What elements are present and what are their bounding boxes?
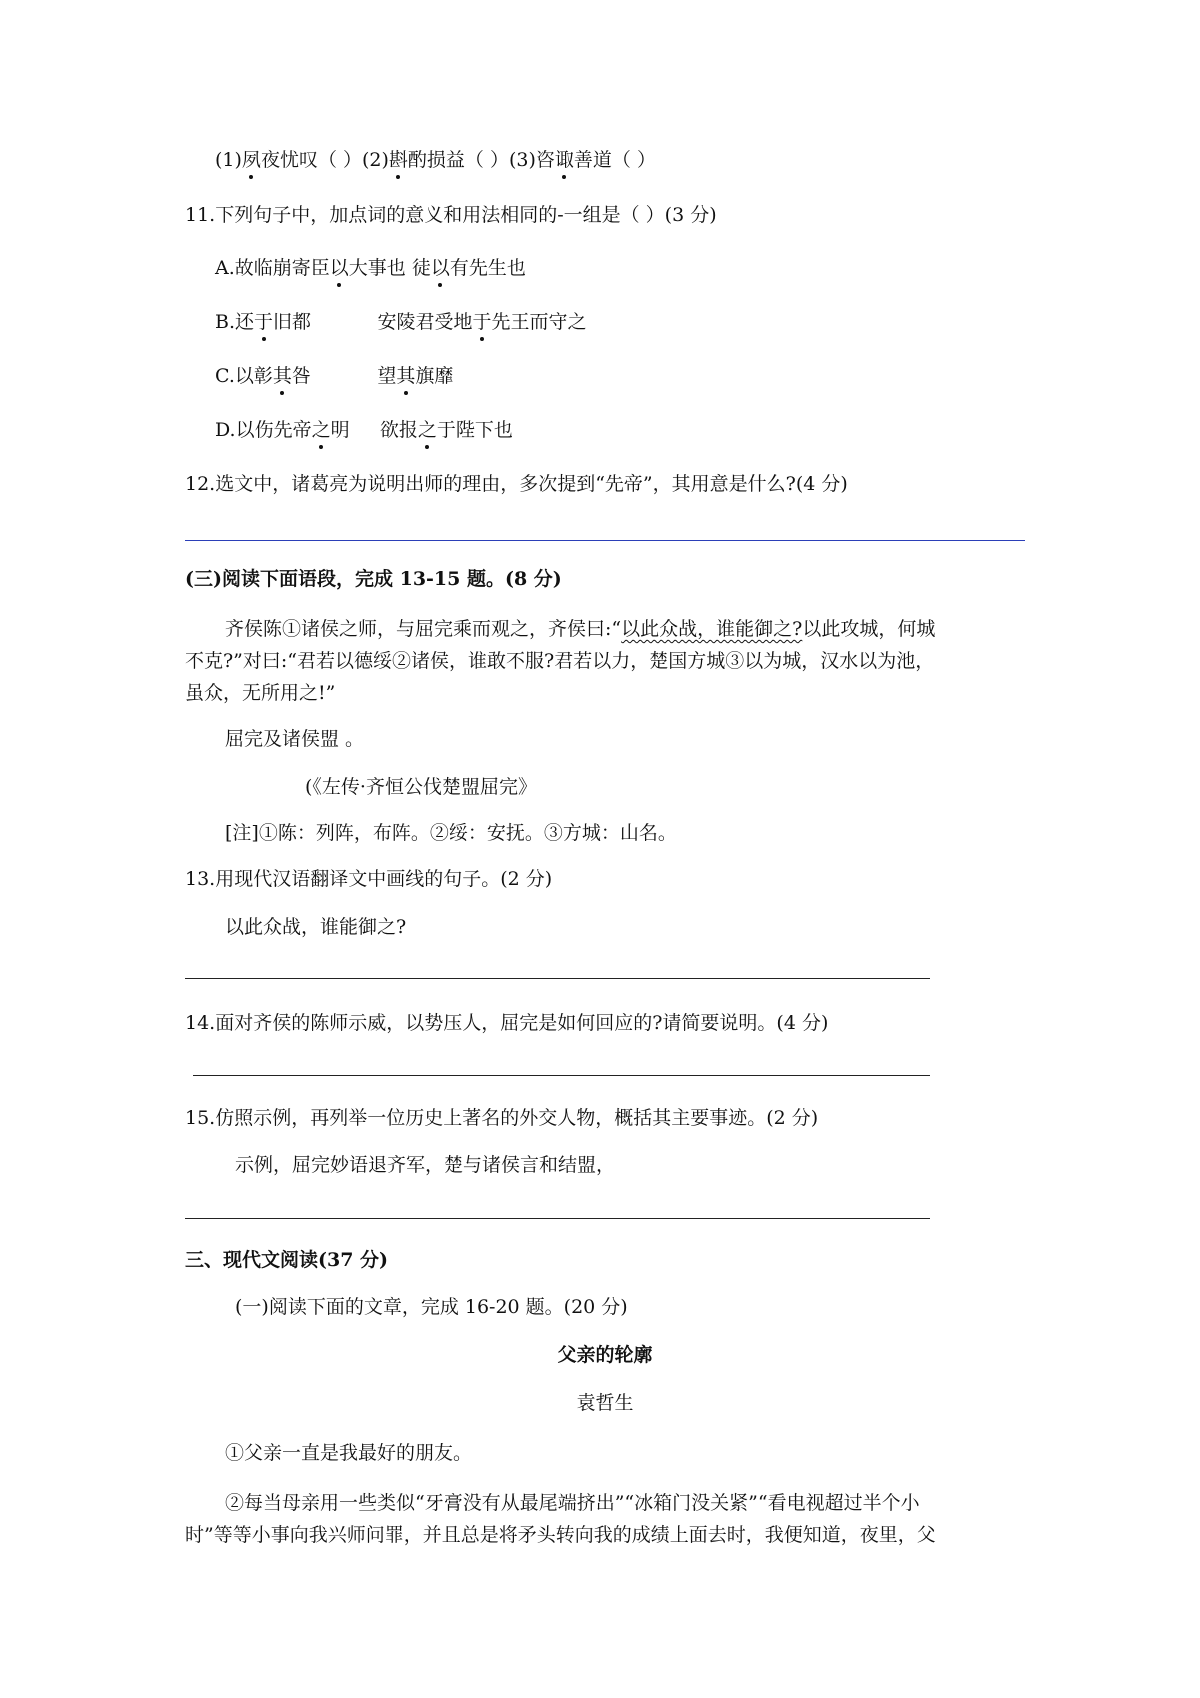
part-subheading: (一)阅读下面的文章，完成 16-20 题。(20 分): [235, 1296, 628, 1318]
q10-text: 善道（ ）: [573, 149, 656, 171]
option-text: D.以伤先帝: [215, 419, 312, 441]
article-author: 袁哲生: [576, 1392, 634, 1414]
option-text: C.以彰: [215, 365, 273, 387]
passage-line: [225, 616, 935, 642]
q10-text: 夜忧叹（ ）(2): [260, 149, 389, 171]
option-text: 大事也 徒: [348, 257, 431, 279]
q14-stem: 14.面对齐侯的陈师示威，以势压人，屈完是如何回应的?请简要说明。(4 分): [185, 1012, 829, 1034]
passage-text: 以此攻城，何城: [802, 618, 936, 640]
dotted-char: 其: [272, 365, 292, 387]
dotted-char: 以: [329, 257, 349, 279]
part-heading: 三、现代文阅读(37 分): [185, 1249, 389, 1271]
q12-stem: 12.选文中，诸葛亮为说明出师的理由，多次提到“先帝”，其用意是什么?(4 分): [185, 473, 848, 495]
section-heading: (三)阅读下面语段，完成 13-15 题。(8 分): [185, 568, 562, 590]
q11-option-c: [215, 363, 453, 389]
passage-text: 齐侯陈①诸侯之师，与屈完乘而观之，齐侯曰:“: [225, 618, 622, 640]
underlined-sentence: 以此众战，谁能御之?: [621, 618, 803, 640]
option-text: 于陛下也: [436, 419, 513, 441]
article-title: 父亲的轮廓: [557, 1344, 653, 1366]
option-text: 有先生也: [449, 257, 526, 279]
q10-line: [215, 147, 656, 173]
q13-sentence: 以此众战，谁能御之?: [225, 916, 407, 938]
article-paragraph: 时”等等小事向我兴师问罪，并且总是将矛头转向我的成绩上面去时，我便知道，夜里，父: [185, 1524, 936, 1546]
answer-line[interactable]: [185, 978, 930, 979]
q11-stem: 11.下列句子中，加点词的意义和用法相同的-一组是（ ）(3 分): [185, 204, 717, 226]
answer-line[interactable]: [185, 540, 1025, 541]
q15-example: 示例，屈完妙语退齐军，楚与诸侯言和结盟，: [235, 1154, 616, 1176]
q10-item-1-num: (1): [215, 149, 242, 171]
q11-option-a: [215, 255, 526, 281]
article-paragraph: ①父亲一直是我最好的朋友。: [225, 1442, 473, 1464]
dotted-char: 于: [254, 311, 274, 333]
dotted-char: 斟: [388, 149, 408, 171]
passage-line: 不克?”对曰:“君若以德绥②诸侯，谁敢不服?君若以力，楚国方城③以为城，汉水以为池，: [185, 650, 935, 672]
dotted-char: 之: [311, 419, 331, 441]
answer-line[interactable]: [185, 1218, 930, 1219]
dotted-char: 于: [472, 311, 492, 333]
answer-line[interactable]: [193, 1075, 930, 1076]
passage-line: 虽众，无所用之!”: [185, 682, 336, 704]
passage-note: [注]①陈：列阵，布阵。②绥：安抚。③方城：山名。: [225, 822, 677, 844]
q11-option-b: [215, 309, 587, 335]
dotted-char: 以: [430, 257, 450, 279]
option-text: 旧都 安陵君受地: [273, 311, 473, 333]
q10-text: 酌损益（ ）(3)咨: [407, 149, 555, 171]
option-text: B.还: [215, 311, 255, 333]
dotted-char: 诹: [554, 149, 574, 171]
option-text: 先王而守之: [491, 311, 587, 333]
q15-stem: 15.仿照示例，再列举一位历史上著名的外交人物，概括其主要事迹。(2 分): [185, 1107, 819, 1129]
dotted-char: 其: [396, 365, 416, 387]
option-text: 旗靡: [415, 365, 454, 387]
option-text: 咎 望: [291, 365, 397, 387]
passage-line: 屈完及诸侯盟 。: [225, 728, 365, 750]
q13-stem: 13.用现代汉语翻译文中画线的句子。(2 分): [185, 868, 553, 890]
option-text: A.故临崩寄臣: [215, 257, 330, 279]
passage-source: (《左传·齐恒公伐楚盟屈完》: [305, 776, 537, 798]
dotted-char: 之: [417, 419, 437, 441]
option-text: 明 欲报: [330, 419, 418, 441]
article-paragraph: ②每当母亲用一些类似“牙膏没有从最尾端挤出”“冰箱门没关紧”“看电视超过半个小: [225, 1492, 920, 1514]
q11-option-d: [215, 417, 513, 443]
dotted-char: 夙: [241, 149, 261, 171]
